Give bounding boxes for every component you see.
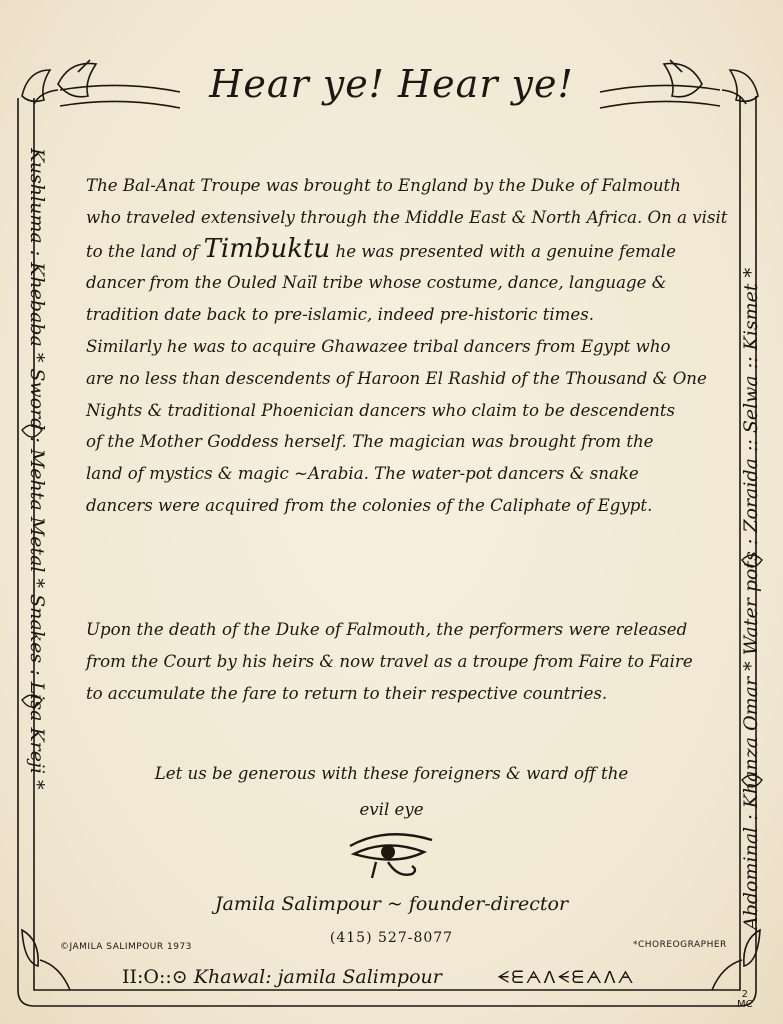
founder-signature: Jamila Salimpour ~ founder-director [214, 893, 569, 915]
initials-number: 2 [741, 989, 748, 1000]
phone-number: (415) 527-8077 [329, 930, 454, 946]
symbol-sequence: II:O::⊙ [122, 966, 188, 988]
eye-of-horus-icon [346, 822, 438, 882]
text-line: land of mystics & magic ~Arabia. The water-pot dancers & snake [86, 464, 639, 484]
closing-line: evil eye [359, 800, 424, 819]
text-line: Upon the death of the Duke of Falmouth, the performers were released [86, 620, 688, 639]
choreographer-note: *CHOREOGRAPHER [633, 940, 727, 950]
artist-initials [737, 990, 753, 1010]
paragraph-release [86, 614, 698, 709]
bottom-border-text [122, 966, 442, 988]
text-line: of the Mother Goddess herself. The magician was brought from the [86, 432, 654, 452]
paragraph-story [86, 170, 728, 522]
text-line: are no less than descendents of Haroon El Rashid of the Thousand & One [86, 368, 707, 388]
text-line: dancers were acquired from the colonies of the Caliphate of Egypt. [86, 495, 653, 515]
text-line: tradition date back to pre-islamic, indeed pre-historic times. [86, 305, 595, 325]
text-line: Nights & traditional Phoenician dancers who claim to be descendents [86, 400, 676, 420]
left-border-text: Kushluma : Khebaba * Sword : Mehta Metal * Snakes : Lisa Kreji * [26, 148, 48, 790]
khawal-credit: Khawal: jamila Salimpour [193, 966, 442, 988]
text-fragment: to the land of [86, 241, 204, 261]
text-line: The Bal-Anat Troupe was brought to England by the Duke of Falmouth [86, 176, 681, 195]
text-line: who traveled extensively through the Middle East & North Africa. On a visit [86, 207, 728, 227]
text-line: to accumulate the fare to return to their respective countries. [86, 683, 608, 703]
text-fragment: he was presented with a genuine female [330, 241, 676, 261]
closing-text [0, 756, 783, 828]
right-border-text: Abdominal : Khanza Omar * Water pots : Zoraida :: Selwa :: Kismet * [740, 267, 762, 930]
closing-line: Let us be generous with these foreigners & ward off the [154, 764, 629, 783]
ornamental-glyphs: ᗕᗴᗅᐱᗕᗴᗅᐱᗅ [497, 968, 636, 988]
copyright-notice: ©JAMILA SALIMPOUR 1973 [60, 942, 192, 952]
text-line [86, 234, 698, 268]
text-line: Similarly he was to acquire Ghawazee tribal dancers from Egypt who [86, 336, 671, 356]
initials-letters: MC [737, 999, 753, 1010]
text-line: from the Court by his heirs & now travel as a troupe from Faire to Faire [86, 651, 693, 671]
timbuktu-word: Timbuktu [203, 233, 331, 264]
text-line: dancer from the Ouled Naïl tribe whose costume, dance, language & [86, 273, 667, 293]
page-title: Hear ye! Hear ye! [209, 62, 574, 106]
